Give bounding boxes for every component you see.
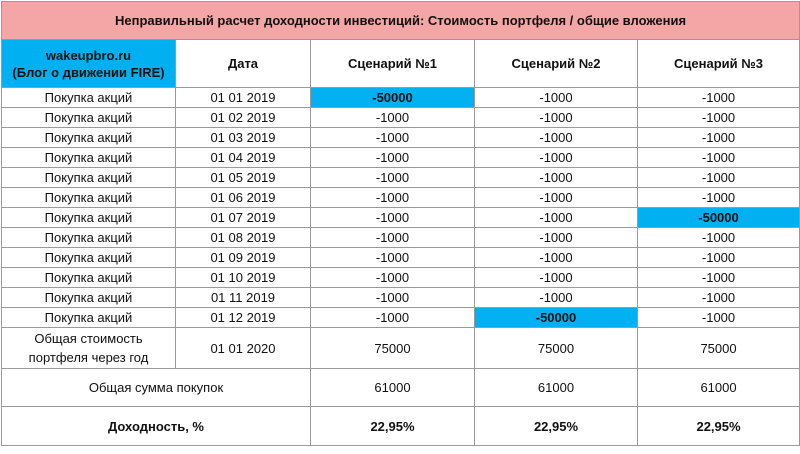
header-scenario-1: Сценарий №1 xyxy=(311,40,475,88)
table-row xyxy=(2,288,800,308)
row-date: 01 12 2019 xyxy=(176,308,311,328)
row-label: Покупка акций xyxy=(2,148,176,168)
row-label: Покупка акций xyxy=(2,208,176,228)
total-scenario-1: 75000 xyxy=(311,328,475,369)
row-scenario-1: -1000 xyxy=(311,108,475,128)
row-date: 01 07 2019 xyxy=(176,208,311,228)
sum-scenario-3: 61000 xyxy=(638,369,800,407)
row-date: 01 01 2019 xyxy=(176,88,311,108)
row-date: 01 11 2019 xyxy=(176,288,311,308)
row-date: 01 02 2019 xyxy=(176,108,311,128)
row-scenario-2: -50000 xyxy=(475,308,638,328)
yield-label: Доходность, % xyxy=(2,407,311,446)
row-scenario-1: -1000 xyxy=(311,288,475,308)
row-label: Покупка акций xyxy=(2,108,176,128)
table-row xyxy=(2,268,800,288)
table-row xyxy=(2,308,800,328)
row-scenario-3: -1000 xyxy=(638,168,800,188)
header-date: Дата xyxy=(176,40,311,88)
row-scenario-3: -1000 xyxy=(638,308,800,328)
total-scenario-3: 75000 xyxy=(638,328,800,369)
total-value-label-line1: Общая стоимость xyxy=(34,331,143,346)
brand-cell xyxy=(2,40,176,88)
brand-subtitle: (Блог о движении FIRE) xyxy=(12,64,165,80)
row-date: 01 04 2019 xyxy=(176,148,311,168)
row-label: Покупка акций xyxy=(2,268,176,288)
table-row xyxy=(2,128,800,148)
row-label: Покупка акций xyxy=(2,128,176,148)
total-date: 01 01 2020 xyxy=(176,328,311,369)
row-scenario-1: -1000 xyxy=(311,248,475,268)
row-scenario-2: -1000 xyxy=(475,108,638,128)
row-scenario-3: -1000 xyxy=(638,88,800,108)
row-scenario-2: -1000 xyxy=(475,268,638,288)
row-label: Покупка акций xyxy=(2,228,176,248)
row-label: Покупка акций xyxy=(2,288,176,308)
row-scenario-1: -1000 xyxy=(311,308,475,328)
table-row xyxy=(2,228,800,248)
row-date: 01 10 2019 xyxy=(176,268,311,288)
row-label: Покупка акций xyxy=(2,308,176,328)
table-row xyxy=(2,88,800,108)
row-scenario-1: -1000 xyxy=(311,168,475,188)
row-scenario-3: -50000 xyxy=(638,208,800,228)
table-row xyxy=(2,108,800,128)
row-scenario-2: -1000 xyxy=(475,288,638,308)
table-row xyxy=(2,188,800,208)
row-scenario-2: -1000 xyxy=(475,228,638,248)
total-value-label xyxy=(2,328,176,369)
row-scenario-1: -50000 xyxy=(311,88,475,108)
sum-scenario-2: 61000 xyxy=(475,369,638,407)
row-scenario-2: -1000 xyxy=(475,188,638,208)
yield-scenario-2: 22,95% xyxy=(475,407,638,446)
row-scenario-2: -1000 xyxy=(475,128,638,148)
yield-scenario-1: 22,95% xyxy=(311,407,475,446)
header-scenario-3: Сценарий №3 xyxy=(638,40,800,88)
row-scenario-2: -1000 xyxy=(475,208,638,228)
row-scenario-2: -1000 xyxy=(475,88,638,108)
total-value-label-line2: портфеля через год xyxy=(28,350,149,365)
investment-table xyxy=(1,1,800,446)
table-row xyxy=(2,168,800,188)
row-label: Покупка акций xyxy=(2,88,176,108)
row-scenario-3: -1000 xyxy=(638,108,800,128)
sum-scenario-1: 61000 xyxy=(311,369,475,407)
table-row xyxy=(2,208,800,228)
row-scenario-2: -1000 xyxy=(475,248,638,268)
row-label: Покупка акций xyxy=(2,248,176,268)
row-scenario-3: -1000 xyxy=(638,188,800,208)
row-label: Покупка акций xyxy=(2,168,176,188)
total-scenario-2: 75000 xyxy=(475,328,638,369)
row-date: 01 06 2019 xyxy=(176,188,311,208)
row-date: 01 09 2019 xyxy=(176,248,311,268)
table-title: Неправильный расчет доходности инвестиций: Стоимость портфеля / общие вложения xyxy=(2,2,800,40)
header-scenario-2: Сценарий №2 xyxy=(475,40,638,88)
row-scenario-3: -1000 xyxy=(638,128,800,148)
row-scenario-3: -1000 xyxy=(638,248,800,268)
yield-scenario-3: 22,95% xyxy=(638,407,800,446)
row-label: Покупка акций xyxy=(2,188,176,208)
purchase-rows xyxy=(2,88,800,328)
row-scenario-1: -1000 xyxy=(311,208,475,228)
row-scenario-3: -1000 xyxy=(638,148,800,168)
brand-name: wakeupbro.ru xyxy=(45,47,132,63)
row-date: 01 03 2019 xyxy=(176,128,311,148)
row-scenario-1: -1000 xyxy=(311,188,475,208)
purchase-sum-label: Общая сумма покупок xyxy=(2,369,311,407)
table-row xyxy=(2,148,800,168)
row-scenario-1: -1000 xyxy=(311,128,475,148)
row-scenario-3: -1000 xyxy=(638,228,800,248)
row-scenario-3: -1000 xyxy=(638,268,800,288)
table-row xyxy=(2,248,800,268)
row-scenario-2: -1000 xyxy=(475,168,638,188)
row-scenario-1: -1000 xyxy=(311,268,475,288)
row-scenario-1: -1000 xyxy=(311,148,475,168)
row-scenario-2: -1000 xyxy=(475,148,638,168)
row-date: 01 05 2019 xyxy=(176,168,311,188)
row-scenario-1: -1000 xyxy=(311,228,475,248)
row-date: 01 08 2019 xyxy=(176,228,311,248)
row-scenario-3: -1000 xyxy=(638,288,800,308)
